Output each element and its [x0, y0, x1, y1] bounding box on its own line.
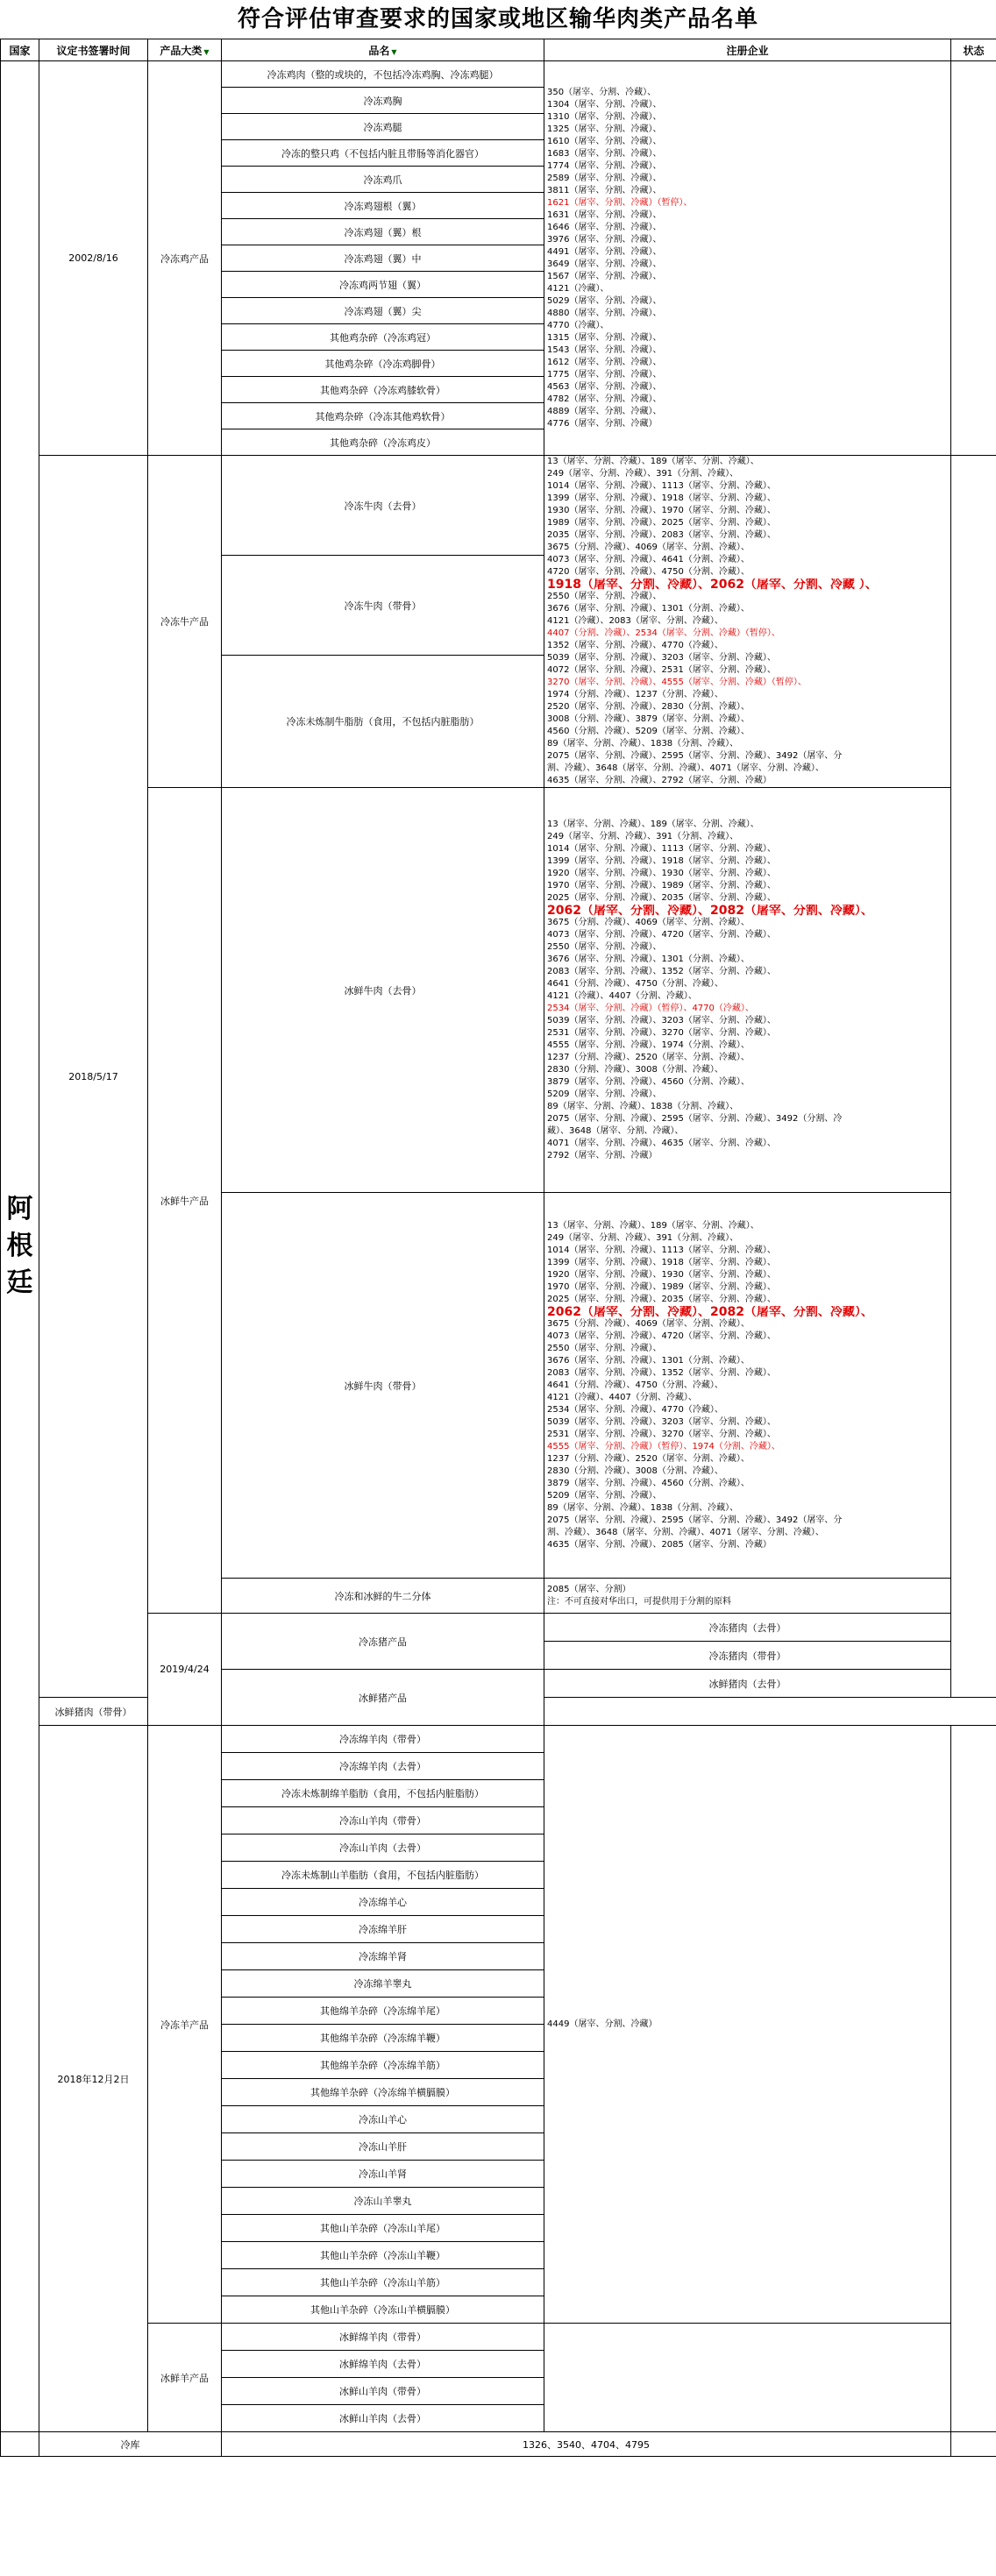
enterprise-line: 3676（屠宰、分割、冷藏）、1301（分割、冷藏）、 [547, 1355, 750, 1366]
enterprise-line: 3676（屠宰、分割、冷藏）、1301（分割、冷藏）、 [547, 954, 750, 964]
enterprise-line: 藏）、3648（屠宰、分割、冷藏）、 [547, 1125, 684, 1136]
enterprise-line: 1918（屠宰、分割、冷藏）、2062（屠宰、分割、冷藏 ）、 [547, 578, 878, 591]
enterprise-line: 4121（冷藏）、4407（分割、冷藏）、 [547, 1392, 697, 1402]
enterprise-line: 3879（屠宰、分割、冷藏）、4560（分割、冷藏）、 [547, 1076, 750, 1087]
product-name: 冷冻鸡翅（翼）尖 [222, 298, 544, 324]
enterprise-line: 2025（屠宰、分割、冷藏）、2035（屠宰、分割、冷藏）、 [547, 892, 776, 903]
enterprise-line: 2025（屠宰、分割、冷藏）、2035（屠宰、分割、冷藏）、 [547, 1294, 776, 1304]
enterprise-line: 1621（屠宰、分割、冷藏）（暂停）、 [547, 197, 693, 208]
product-name: 其他绵羊杂碎（冷冻绵羊鞭） [222, 2025, 544, 2052]
enterprise-line: 4407（分割、冷藏）、2534（屠宰、分割、冷藏）（暂停）、 [547, 628, 780, 638]
enterprise-line: 4641（分割、冷藏）、4750（分割、冷藏）、 [547, 1380, 723, 1390]
enterprise-cell: 1326、3540、4704、4795 [222, 2432, 951, 2457]
product-name: 冰鲜猪肉（去骨） [544, 1670, 951, 1698]
enterprise-line: 1930（屠宰、分割、冷藏）、1970（屠宰、分割、冷藏）、 [547, 506, 776, 515]
product-name: 其他绵羊杂碎（冷冻绵羊尾） [222, 1998, 544, 2025]
enterprise-line: 1399（屠宰、分割、冷藏）、1918（屠宰、分割、冷藏）、 [547, 493, 776, 503]
product-name: 冰鲜绵羊肉（去骨） [222, 2351, 544, 2378]
product-name: 其他鸡杂碎（冷冻鸡脚骨） [222, 351, 544, 377]
product-name: 冷冻的整只鸡（不包括内脏且带肠等消化器官） [222, 140, 544, 167]
status-cell [951, 456, 996, 1698]
product-name: 冰鲜绵羊肉（带骨） [222, 2324, 544, 2351]
enterprise-cell [544, 456, 951, 788]
enterprise-cell [544, 788, 951, 1193]
enterprise-line: 2062（屠宰、分割、冷藏）、2082（屠宰、分割、冷藏）、 [547, 904, 873, 917]
enterprise-line: 249（屠宰、分割、冷藏）、391（分割、冷藏）、 [547, 1232, 739, 1243]
enterprise-line: 5209（屠宰、分割、冷藏）、 [547, 1089, 662, 1099]
enterprise-line: 2534（屠宰、分割、冷藏）（暂停）、4770（冷藏）、 [547, 1003, 754, 1013]
enterprise-line: 3879（屠宰、分割、冷藏）、4560（分割、冷藏）、 [547, 1478, 750, 1488]
enterprise-line: 2075（屠宰、分割、冷藏）、2595（屠宰、分割、冷藏）、3492（屠宰、分 [547, 751, 843, 761]
enterprise-line: 13（屠宰、分割、冷藏）、189（屠宰、分割、冷藏）、 [547, 457, 759, 466]
product-name: 冷冻未炼制山羊脂肪（食用，不包括内脏脂肪） [222, 1862, 544, 1889]
signing-date: 2018年12月2日 [39, 1726, 148, 2432]
filter-dropdown-icon[interactable]: ▼ [203, 47, 210, 56]
product-name: 冷冻山羊肝 [222, 2133, 544, 2161]
enterprise-cell [544, 61, 951, 456]
enterprise-line: 2550（屠宰、分割、冷藏）、 [547, 941, 662, 952]
enterprise-line: 5039（屠宰、分割、冷藏）、3203（屠宰、分割、冷藏）、 [547, 1015, 776, 1025]
enterprise-line: 89（屠宰、分割、冷藏）、1838（分割、冷藏）、 [547, 1502, 739, 1513]
product-name: 冷冻山羊肾 [222, 2161, 544, 2188]
enterprise-line: 1612（屠宰、分割、冷藏）、 [547, 357, 662, 367]
enterprise-line: 4635（屠宰、分割、冷藏）、2792（屠宰、分割、冷藏） [547, 776, 772, 785]
enterprise-line: 4555（屠宰、分割、冷藏）（暂停）、1974（分割、冷藏）、 [547, 1441, 780, 1451]
table-row [1, 2324, 996, 2351]
enterprise-line: 2589（屠宰、分割、冷藏）、 [547, 173, 662, 183]
enterprise-line: 3675（分割、冷藏）、4069（屠宰、分割、冷藏）、 [547, 543, 750, 552]
product-table [0, 39, 996, 2457]
enterprise-line: 2085（屠宰、分割） [547, 1584, 631, 1594]
enterprise-line: 3811（屠宰、分割、冷藏）、 [547, 185, 662, 195]
filter-dropdown-icon[interactable]: ▼ [391, 47, 397, 56]
enterprise-line: 1774（屠宰、分割、冷藏）、 [547, 160, 662, 171]
product-name: 其他山羊杂碎（冷冻山羊鞭） [222, 2242, 544, 2269]
product-name: 冷冻绵羊肾 [222, 1943, 544, 1970]
enterprise-line: 4555（屠宰、分割、冷藏）、1974（分割、冷藏）、 [547, 1040, 750, 1050]
enterprise-line: 3270（屠宰、分割、冷藏）、4555（屠宰、分割、冷藏）（暂停）、 [547, 678, 807, 687]
enterprise-line: 5039（屠宰、分割、冷藏）、3203（屠宰、分割、冷藏）、 [547, 653, 776, 663]
product-name: 冷冻猪肉（带骨） [544, 1642, 951, 1670]
enterprise-line: 4635（屠宰、分割、冷藏）、2085（屠宰、分割、冷藏） [547, 1539, 772, 1550]
table-row [1, 1726, 996, 1753]
enterprise-line: 1610（屠宰、分割、冷藏）、 [547, 136, 662, 146]
product-name: 冷冻山羊肉（带骨） [222, 1807, 544, 1834]
enterprise-line: 割、冷藏）、3648（屠宰、分割、冷藏）、4071（屠宰、分割、冷藏）、 [547, 1527, 824, 1537]
product-name: 冷冻绵羊肉（带骨） [222, 1726, 544, 1753]
product-name: 冷冻山羊睾丸 [222, 2188, 544, 2215]
product-name: 冷冻绵羊睾丸 [222, 1970, 544, 1998]
header-status: 状态 [951, 39, 996, 61]
category-cell: 冰鲜羊产品 [148, 2324, 222, 2432]
enterprise-cell [544, 1193, 951, 1579]
product-name: 其他鸡杂碎（冷冻其他鸡软骨） [222, 403, 544, 429]
product-name: 冷冻猪肉（去骨） [544, 1614, 951, 1642]
enterprise-line: 89（屠宰、分割、冷藏）、1838（分割、冷藏）、 [547, 1101, 739, 1111]
enterprise-line: 2830（分割、冷藏）、3008（分割、冷藏）、 [547, 1064, 723, 1075]
enterprise-line: 4121（冷藏）、4407（分割、冷藏）、 [547, 990, 697, 1001]
header-category[interactable]: 产品大类 ▼ [148, 39, 222, 61]
enterprise-line: 4121（冷藏）、2083（屠宰、分割、冷藏）、 [547, 616, 723, 626]
country-cell: 阿根廷 [1, 61, 39, 2432]
product-name: 冷冻鸡翅根（翼） [222, 193, 544, 219]
product-name: 冰鲜山羊肉（去骨） [222, 2405, 544, 2432]
product-name: 冷冻山羊肉（去骨） [222, 1834, 544, 1862]
enterprise-line: 1325（屠宰、分割、冷藏）、 [547, 124, 662, 134]
enterprise-line: 1304（屠宰、分割、冷藏）、 [547, 99, 662, 110]
table-row [1, 2432, 996, 2457]
product-name: 冷冻鸡肉（整的或块的，不包括冷冻鸡胸、冷冻鸡腿） [222, 61, 544, 88]
enterprise-line: 4880（屠宰、分割、冷藏）、 [547, 308, 662, 318]
product-name: 冷冻鸡翅（翼）中 [222, 245, 544, 272]
enterprise-line: 1543（屠宰、分割、冷藏）、 [547, 344, 662, 355]
enterprise-line: 5209（屠宰、分割、冷藏）、 [547, 1490, 662, 1501]
enterprise-line: 4770（冷藏）、 [547, 320, 609, 330]
enterprise-line: 3976（屠宰、分割、冷藏）、 [547, 234, 662, 245]
enterprise-line: 249（屠宰、分割、冷藏）、391（分割、冷藏）、 [547, 831, 739, 841]
enterprise-line: 4491（屠宰、分割、冷藏）、 [547, 246, 662, 257]
enterprise-line: 1683（屠宰、分割、冷藏）、 [547, 148, 662, 159]
enterprise-line: 5039（屠宰、分割、冷藏）、3203（屠宰、分割、冷藏）、 [547, 1416, 776, 1427]
enterprise-line: 13（屠宰、分割、冷藏）、189（屠宰、分割、冷藏）、 [547, 1220, 759, 1231]
table-row [1, 1614, 996, 1642]
enterprise-line: 1310（屠宰、分割、冷藏）、 [547, 111, 662, 122]
product-name: 冷冻绵羊心 [222, 1889, 544, 1916]
enterprise-cell [544, 2324, 951, 2432]
product-name: 冷冻未炼制绵羊脂肪（食用，不包括内脏脂肪） [222, 1780, 544, 1807]
enterprise-line: 249（屠宰、分割、冷藏）、391（分割、冷藏）、 [547, 469, 739, 479]
category-cell: 冷冻鸡产品 [148, 61, 222, 456]
page-title: 符合评估审查要求的国家或地区输华肉类产品名单 [237, 6, 758, 32]
enterprise-line: 3675（分割、冷藏）、4069（屠宰、分割、冷藏）、 [547, 917, 750, 927]
category-cell: 冰鲜牛产品 [148, 788, 222, 1614]
enterprise-line: 1352（屠宰、分割、冷藏）、4770（冷藏）、 [547, 641, 723, 650]
enterprise-cell [544, 1579, 951, 1614]
product-name: 冷冻绵羊肉（去骨） [222, 1753, 544, 1780]
enterprise-line: 1775（屠宰、分割、冷藏）、 [547, 369, 662, 380]
table-row [1, 61, 996, 88]
enterprise-line: 1567（屠宰、分割、冷藏）、 [547, 271, 662, 281]
product-name: 冷冻鸡翅（翼）根 [222, 219, 544, 245]
product-name: 冷冻鸡两节翅（翼） [222, 272, 544, 298]
signing-date: 2002/8/16 [39, 61, 148, 456]
enterprise-line: 1237（分割、冷藏）、2520（屠宰、分割、冷藏）、 [547, 1453, 750, 1464]
enterprise-line: 4641（分割、冷藏）、4750（分割、冷藏）、 [547, 978, 723, 989]
product-name: 冷冻未炼制牛脂肪（食用，不包括内脏脂肪） [222, 656, 544, 788]
enterprise-line: 1631（屠宰、分割、冷藏）、 [547, 209, 662, 220]
table-row [1, 456, 996, 556]
enterprise-line: 4889（屠宰、分割、冷藏）、 [547, 406, 662, 416]
enterprise-line: 1920（屠宰、分割、冷藏）、1930（屠宰、分割、冷藏）、 [547, 868, 776, 878]
product-name: 其他山羊杂碎（冷冻山羊横膈膜） [222, 2296, 544, 2324]
header-enterprise: 注册企业 [544, 39, 951, 61]
product-name: 冷冻鸡胸 [222, 88, 544, 114]
product-name: 冷冻牛肉（去骨） [222, 456, 544, 556]
enterprise-line: 2075（屠宰、分割、冷藏）、2595（屠宰、分割、冷藏）、3492（分割、冷 [547, 1113, 843, 1124]
enterprise-line: 1014（屠宰、分割、冷藏）、1113（屠宰、分割、冷藏）、 [547, 1245, 776, 1255]
enterprise-line: 3649（屠宰、分割、冷藏）、 [547, 259, 662, 269]
product-name: 其他鸡杂碎（冷冻鸡膝软骨） [222, 377, 544, 403]
enterprise-line: 1646（屠宰、分割、冷藏）、 [547, 222, 662, 232]
enterprise-line: 2531（屠宰、分割、冷藏）、3270（屠宰、分割、冷藏）、 [547, 1027, 776, 1038]
product-name: 冰鲜牛肉（带骨） [222, 1193, 544, 1579]
enterprise-line: 2035（屠宰、分割、冷藏）、2083（屠宰、分割、冷藏）、 [547, 530, 776, 540]
enterprise-line: 1237（分割、冷藏）、2520（屠宰、分割、冷藏）、 [547, 1052, 750, 1062]
category-cell: 冷冻猪产品 [222, 1614, 544, 1670]
enterprise-line: 4782（屠宰、分割、冷藏）、 [547, 394, 662, 404]
enterprise-line: 1014（屠宰、分割、冷藏）、1113（屠宰、分割、冷藏）、 [547, 481, 776, 491]
product-name: 冰鲜猪肉（带骨） [39, 1698, 148, 1726]
header-date: 议定书签署时间 [39, 39, 148, 61]
enterprise-line: 2550（屠宰、分割、冷藏）、 [547, 1343, 662, 1353]
header-row [1, 39, 996, 61]
table-row [1, 788, 996, 1193]
product-name: 冰鲜牛肉（去骨） [222, 788, 544, 1193]
product-name: 冷冻牛肉（带骨） [222, 556, 544, 656]
enterprise-line: 2083（屠宰、分割、冷藏）、1352（屠宰、分割、冷藏）、 [547, 966, 776, 976]
status-cell [951, 1726, 996, 2432]
status-cell [951, 61, 996, 456]
enterprise-line: 1014（屠宰、分割、冷藏）、1113（屠宰、分割、冷藏）、 [547, 843, 776, 854]
category-cell: 冷库 [39, 2432, 222, 2457]
enterprise-line: 4720（屠宰、分割、冷藏）、4750（分割、冷藏）、 [547, 567, 750, 577]
enterprise-line: 1974（分割、冷藏）、1237（分割、冷藏）、 [547, 690, 723, 699]
enterprise-line: 2550（屠宰、分割、冷藏）、 [547, 592, 662, 601]
category-cell: 冷冻牛产品 [148, 456, 222, 788]
enterprise-line: 89（屠宰、分割、冷藏）、1838（分割、冷藏）、 [547, 739, 739, 749]
enterprise-line: 4072（屠宰、分割、冷藏）、2531（屠宰、分割、冷藏）、 [547, 665, 776, 675]
product-name: 冷冻绵羊肝 [222, 1916, 544, 1943]
enterprise-line: 2520（屠宰、分割、冷藏）、2830（分割、冷藏）、 [547, 702, 750, 712]
enterprise-line: 5029（屠宰、分割、冷藏）、 [547, 295, 662, 306]
product-name: 冰鲜山羊肉（带骨） [222, 2378, 544, 2405]
category-cell: 冰鲜猪产品 [222, 1670, 544, 1726]
category-cell: 冷冻羊产品 [148, 1726, 222, 2324]
enterprise-line: 1315（屠宰、分割、冷藏）、 [547, 332, 662, 343]
enterprise-line: 4073（屠宰、分割、冷藏）、4720（屠宰、分割、冷藏）、 [547, 1331, 776, 1341]
product-name: 其他山羊杂碎（冷冻山羊尾） [222, 2215, 544, 2242]
enterprise-line: 2534（屠宰、分割、冷藏）、4770（冷藏）、 [547, 1404, 723, 1415]
enterprise-line: 2830（分割、冷藏）、3008（分割、冷藏）、 [547, 1465, 723, 1476]
enterprise-line: 2531（屠宰、分割、冷藏）、3270（屠宰、分割、冷藏）、 [547, 1429, 776, 1439]
product-name: 冷冻山羊心 [222, 2106, 544, 2133]
enterprise-line: 1399（屠宰、分割、冷藏）、1918（屠宰、分割、冷藏）、 [547, 1257, 776, 1267]
enterprise-line: 13（屠宰、分割、冷藏）、189（屠宰、分割、冷藏）、 [547, 819, 759, 829]
enterprise-line: 4073（屠宰、分割、冷藏）、4720（屠宰、分割、冷藏）、 [547, 929, 776, 940]
note-line: 注：不可直接对华出口，可提供用于分割的原料 [547, 1596, 731, 1607]
enterprise-line: 4776（屠宰、分割、冷藏） [547, 418, 658, 429]
product-name: 冷冻和冰鲜的牛二分体 [222, 1579, 544, 1614]
enterprise-line: 1920（屠宰、分割、冷藏）、1930（屠宰、分割、冷藏）、 [547, 1269, 776, 1280]
header-country: 国家 [1, 39, 39, 61]
enterprise-line: 4071（屠宰、分割、冷藏）、4635（屠宰、分割、冷藏）、 [547, 1138, 776, 1148]
blank-cell [1, 2432, 39, 2457]
enterprise-line: 1970（屠宰、分割、冷藏）、1989（屠宰、分割、冷藏）、 [547, 880, 776, 891]
enterprise-line: 割、冷藏）、3648（屠宰、分割、冷藏）、4071（屠宰、分割、冷藏）、 [547, 763, 824, 773]
enterprise-line: 1989（屠宰、分割、冷藏）、2025（屠宰、分割、冷藏）、 [547, 518, 776, 528]
enterprise-line: 1399（屠宰、分割、冷藏）、1918（屠宰、分割、冷藏）、 [547, 855, 776, 866]
product-name: 冷冻鸡腿 [222, 114, 544, 140]
product-name: 其他鸡杂碎（冷冻鸡冠） [222, 324, 544, 351]
product-name: 其他绵羊杂碎（冷冻绵羊筋） [222, 2052, 544, 2079]
product-name: 其他绵羊杂碎（冷冻绵羊横膈膜） [222, 2079, 544, 2106]
signing-date: 2018/5/17 [39, 456, 148, 1698]
enterprise-line: 3676（屠宰、分割、冷藏）、1301（分割、冷藏）、 [547, 604, 750, 614]
enterprise-line: 3675（分割、冷藏）、4069（屠宰、分割、冷藏）、 [547, 1318, 750, 1329]
enterprise-line: 350（屠宰、分割、冷藏）、 [547, 87, 657, 97]
enterprise-line: 4560（分割、冷藏）、5209（屠宰、分割、冷藏）、 [547, 727, 750, 736]
product-name: 冷冻鸡爪 [222, 167, 544, 193]
enterprise-line: 4121（冷藏）、 [547, 283, 609, 294]
enterprise-line: 4073（屠宰、分割、冷藏）、4641（分割、冷藏）、 [547, 555, 750, 564]
enterprise-line: 2062（屠宰、分割、冷藏）、2082（屠宰、分割、冷藏）、 [547, 1305, 873, 1318]
signing-date: 2019/4/24 [148, 1614, 222, 1726]
enterprise-line: 3008（分割、冷藏）、3879（屠宰、分割、冷藏）、 [547, 714, 750, 724]
header-product[interactable]: 品名 ▼ [222, 39, 544, 61]
enterprise-line: 2792（屠宰、分割、冷藏） [547, 1150, 658, 1160]
enterprise-line: 4563（屠宰、分割、冷藏）、 [547, 381, 662, 392]
enterprise-cell: 4449（屠宰、分割、冷藏） [544, 1726, 951, 2324]
enterprise-line: 2075（屠宰、分割、冷藏）、2595（屠宰、分割、冷藏）、3492（屠宰、分 [547, 1515, 843, 1525]
enterprise-line: 1970（屠宰、分割、冷藏）、1989（屠宰、分割、冷藏）、 [547, 1281, 776, 1292]
status-cell [951, 2432, 996, 2457]
product-name: 其他鸡杂碎（冷冻鸡皮） [222, 429, 544, 456]
enterprise-line: 2083（屠宰、分割、冷藏）、1352（屠宰、分割、冷藏）、 [547, 1367, 776, 1378]
product-name: 其他山羊杂碎（冷冻山羊筋） [222, 2269, 544, 2296]
